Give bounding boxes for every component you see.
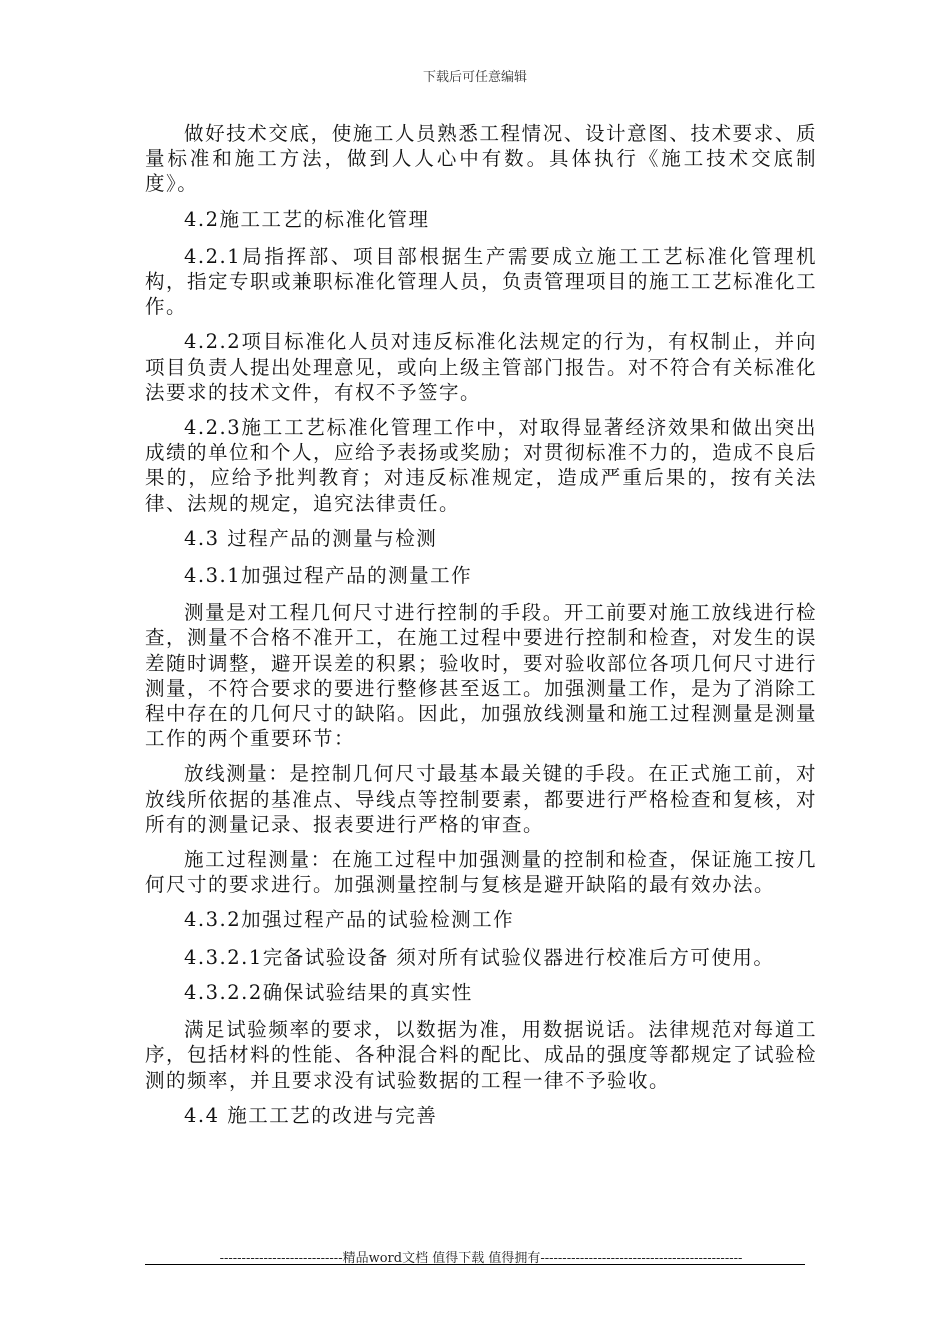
section-heading-4-3-1: 4.3.1加强过程产品的测量工作 [184,564,473,588]
page-header: 下载后可任意编辑 [422,70,527,85]
paragraph-4-3-2-1: 4.3.2.1完备试验设备 须对所有试验仪器进行校准后方可使用。 [184,945,775,969]
document-body [145,121,817,1140]
section-heading-4-3-2: 4.3.2加强过程产品的试验检测工作 [184,908,515,932]
paragraph-measurement: 测量是对工程几何尺寸进行控制的手段。开工前要对施工放线进行检查，测量不合格不准开工，在施工过程中要进行控制和检查，对发生的误差随时调整，避开误差的积累；验收时，要对验收部位各项几何尺寸进行测量，不符合要求的要进行整修甚至返工。加强测量工作，是为了消除工程中存在的几何尺寸的缺陷。因此，加强放线测量和施工过程测量是测量工作的两个重要环节： [145,601,818,751]
paragraph-4-2-3: 4.2.3施工工艺标准化管理工作中，对取得显著经济效果和做出突出成绩的单位和个人，应给予表扬或奖励；对贯彻标准不力的，造成不良后果的，应给予批判教育；对违反标准规定，造成严重后果的，按有关法律、法规的规定，追究法律责任。 [145,416,818,515]
paragraph-process-measurement: 施工过程测量：在施工过程中加强测量的控制和检查，保证施工按几何尺寸的要求进行。加强测量控制与复核是避开缺陷的最有效办法。 [145,848,817,897]
section-heading-4-2: 4.2施工工艺的标准化管理 [184,207,430,231]
footer-divider [145,1264,805,1265]
page-footer: ----------------------------精品word文档 值得下载 值得拥有---------------------------------------------- [219,1251,743,1266]
section-heading-4-3: 4.3 过程产品的测量与检测 [184,526,438,550]
paragraph-4-2-1: 4.2.1局指挥部、项目部根据生产需要成立施工工艺标准化管理机构，指定专职或兼职标准化管理人员，负责管理项目的施工工艺标准化工作。 [145,244,818,319]
paragraph-4-2-2: 4.2.2项目标准化人员对违反标准化法规定的行为，有权制止，并向项目负责人提出处理意见，或向上级主管部门报告。对不符合有关标准化法要求的技术文件，有权不予签字。 [145,330,818,404]
paragraph-disclosure: 做好技术交底，使施工人员熟悉工程情况、设计意图、技术要求、质量标准和施工方法，做到人人心中有数。具体执行《施工技术交底制度》。 [145,122,817,196]
section-heading-4-4: 4.4 施工工艺的改进与完善 [184,1103,438,1127]
paragraph-test-frequency: 满足试验频率的要求，以数据为准，用数据说话。法律规范对每道工序，包括材料的性能、各种混合料的配比、成品的强度等都规定了试验检测的频率，并且要求没有试验数据的工程一律不予验收。 [145,1018,818,1092]
section-heading-4-3-2-2: 4.3.2.2确保试验结果的真实性 [184,980,473,1004]
paragraph-layout-measurement: 放线测量：是控制几何尺寸最基本最关键的手段。在正式施工前，对放线所依据的基准点、导线点等控制要素，都要进行严格检查和复核，对所有的测量记录、报表要进行严格的审查。 [145,762,818,836]
